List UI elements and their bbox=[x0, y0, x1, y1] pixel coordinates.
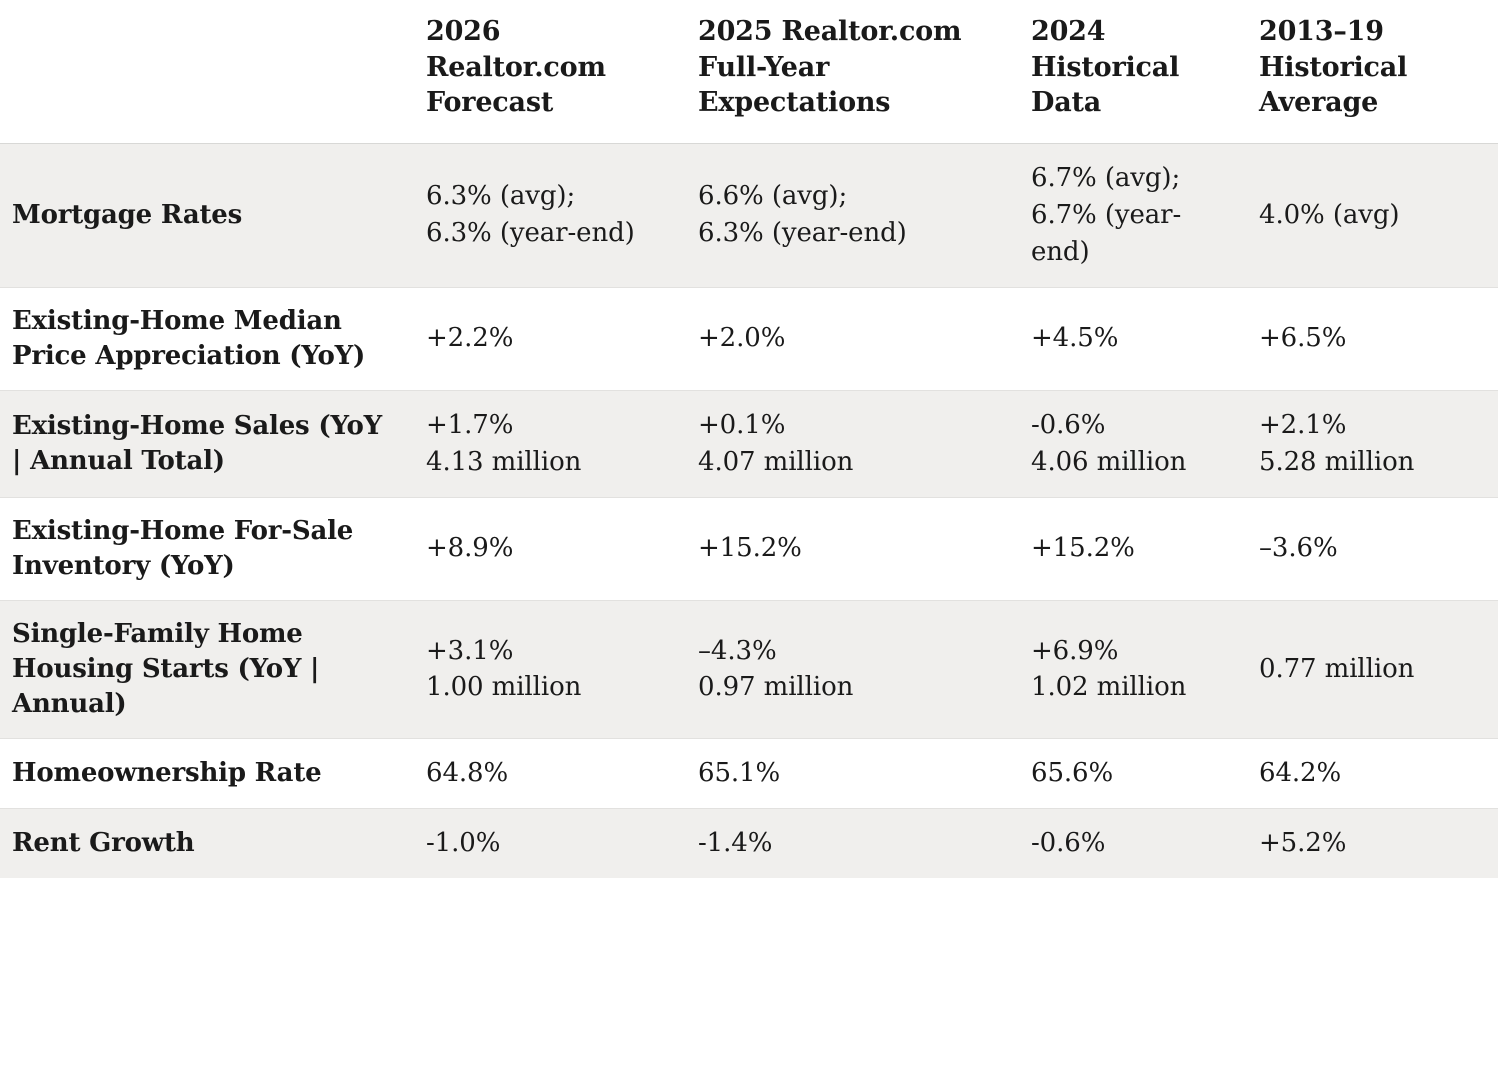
cell-line: -0.6% bbox=[1031, 827, 1106, 858]
cell-line: +6.5% bbox=[1259, 323, 1347, 354]
row-header-label: Existing-Home For-Sale Inventory (YoY) bbox=[0, 497, 410, 600]
cell-line: 6.3% (year-end) bbox=[426, 218, 635, 249]
table-cell bbox=[1015, 287, 1243, 390]
table-cell bbox=[682, 600, 1015, 738]
table-cell bbox=[682, 287, 1015, 390]
cell-line: +6.9% bbox=[1031, 635, 1119, 666]
table-cell bbox=[682, 739, 1015, 809]
table-cell bbox=[410, 497, 682, 600]
cell-line: 6.3% (year-end) bbox=[698, 218, 907, 249]
column-header-2024-historical: 2024 Historical Data bbox=[1015, 0, 1243, 143]
cell-line: +3.1% bbox=[426, 635, 514, 666]
table-cell bbox=[1015, 143, 1243, 287]
table-row bbox=[0, 497, 1498, 600]
cell-line: +2.1% bbox=[1259, 409, 1347, 440]
cell-line: +15.2% bbox=[698, 533, 802, 564]
cell-line: 1.00 million bbox=[426, 672, 582, 703]
table-cell bbox=[410, 808, 682, 877]
table-row bbox=[0, 143, 1498, 287]
table-cell bbox=[682, 497, 1015, 600]
table-cell bbox=[410, 143, 682, 287]
cell-line: 6.6% (avg); bbox=[698, 181, 848, 212]
cell-line: 65.6% bbox=[1031, 758, 1114, 789]
table-cell bbox=[1015, 600, 1243, 738]
cell-line: –4.3% bbox=[698, 635, 777, 666]
cell-line: 1.02 million bbox=[1031, 672, 1187, 703]
cell-line: 6.7% (year-end) bbox=[1031, 199, 1182, 267]
table-cell bbox=[410, 390, 682, 497]
table-row bbox=[0, 600, 1498, 738]
cell-line: +2.2% bbox=[426, 323, 514, 354]
table-cell bbox=[1015, 497, 1243, 600]
cell-line: 0.77 million bbox=[1259, 653, 1415, 684]
cell-line: 4.07 million bbox=[698, 446, 854, 477]
row-header-label: Single-Family Home Housing Starts (YoY | Annual) bbox=[0, 600, 410, 738]
cell-line: 6.3% (avg); bbox=[426, 181, 576, 212]
table-cell bbox=[1243, 497, 1498, 600]
cell-line: 65.1% bbox=[698, 758, 781, 789]
row-header-label: Existing-Home Sales (YoY | Annual Total) bbox=[0, 390, 410, 497]
column-header-metric bbox=[0, 0, 410, 143]
cell-line: +15.2% bbox=[1031, 533, 1135, 564]
table-row bbox=[0, 739, 1498, 809]
table-cell bbox=[1243, 808, 1498, 877]
cell-line: 4.13 million bbox=[426, 446, 582, 477]
table-cell bbox=[1243, 390, 1498, 497]
table-cell bbox=[682, 390, 1015, 497]
cell-line: –3.6% bbox=[1259, 533, 1338, 564]
table-row bbox=[0, 287, 1498, 390]
cell-line: +5.2% bbox=[1259, 827, 1347, 858]
cell-line: +0.1% bbox=[698, 409, 786, 440]
table-body bbox=[0, 143, 1498, 878]
table-cell bbox=[1015, 808, 1243, 877]
cell-line: +2.0% bbox=[698, 323, 786, 354]
row-header-label: Mortgage Rates bbox=[0, 143, 410, 287]
table-cell bbox=[1243, 600, 1498, 738]
column-header-2025-expectations: 2025 Realtor.com Full-Year Expectations bbox=[682, 0, 1015, 143]
cell-line: +8.9% bbox=[426, 533, 514, 564]
table-row bbox=[0, 808, 1498, 877]
cell-line: -1.0% bbox=[426, 827, 501, 858]
cell-line: 6.7% (avg); bbox=[1031, 162, 1181, 193]
table-cell bbox=[1015, 390, 1243, 497]
row-header-label: Homeownership Rate bbox=[0, 739, 410, 809]
cell-line: +1.7% bbox=[426, 409, 514, 440]
table-cell bbox=[682, 143, 1015, 287]
cell-line: 0.97 million bbox=[698, 672, 854, 703]
table-cell bbox=[410, 600, 682, 738]
header-row bbox=[0, 0, 1498, 143]
row-header-label: Rent Growth bbox=[12, 827, 195, 858]
table-cell bbox=[1243, 739, 1498, 809]
table-cell bbox=[1243, 287, 1498, 390]
cell-line: 4.0% (avg) bbox=[1259, 199, 1400, 230]
table-cell bbox=[682, 808, 1015, 877]
column-header-2026-forecast: 2026 Realtor.com Forecast bbox=[410, 0, 682, 143]
cell-line: 4.06 million bbox=[1031, 446, 1187, 477]
cell-line: 5.28 million bbox=[1259, 446, 1415, 477]
column-header-historical-average: 2013–19 Historical Average bbox=[1243, 0, 1498, 143]
cell-line: +4.5% bbox=[1031, 323, 1119, 354]
table-cell bbox=[1015, 739, 1243, 809]
row-header-label: Existing-Home Median Price Appreciation (YoY) bbox=[0, 287, 410, 390]
table-header bbox=[0, 0, 1498, 143]
cell-line: 64.8% bbox=[426, 758, 509, 789]
cell-line: 64.2% bbox=[1259, 758, 1342, 789]
cell-line: -0.6% bbox=[1031, 409, 1106, 440]
table-cell bbox=[410, 739, 682, 809]
table-cell bbox=[410, 287, 682, 390]
cell-line: -1.4% bbox=[698, 827, 773, 858]
table-row bbox=[0, 390, 1498, 497]
table-cell bbox=[1243, 143, 1498, 287]
